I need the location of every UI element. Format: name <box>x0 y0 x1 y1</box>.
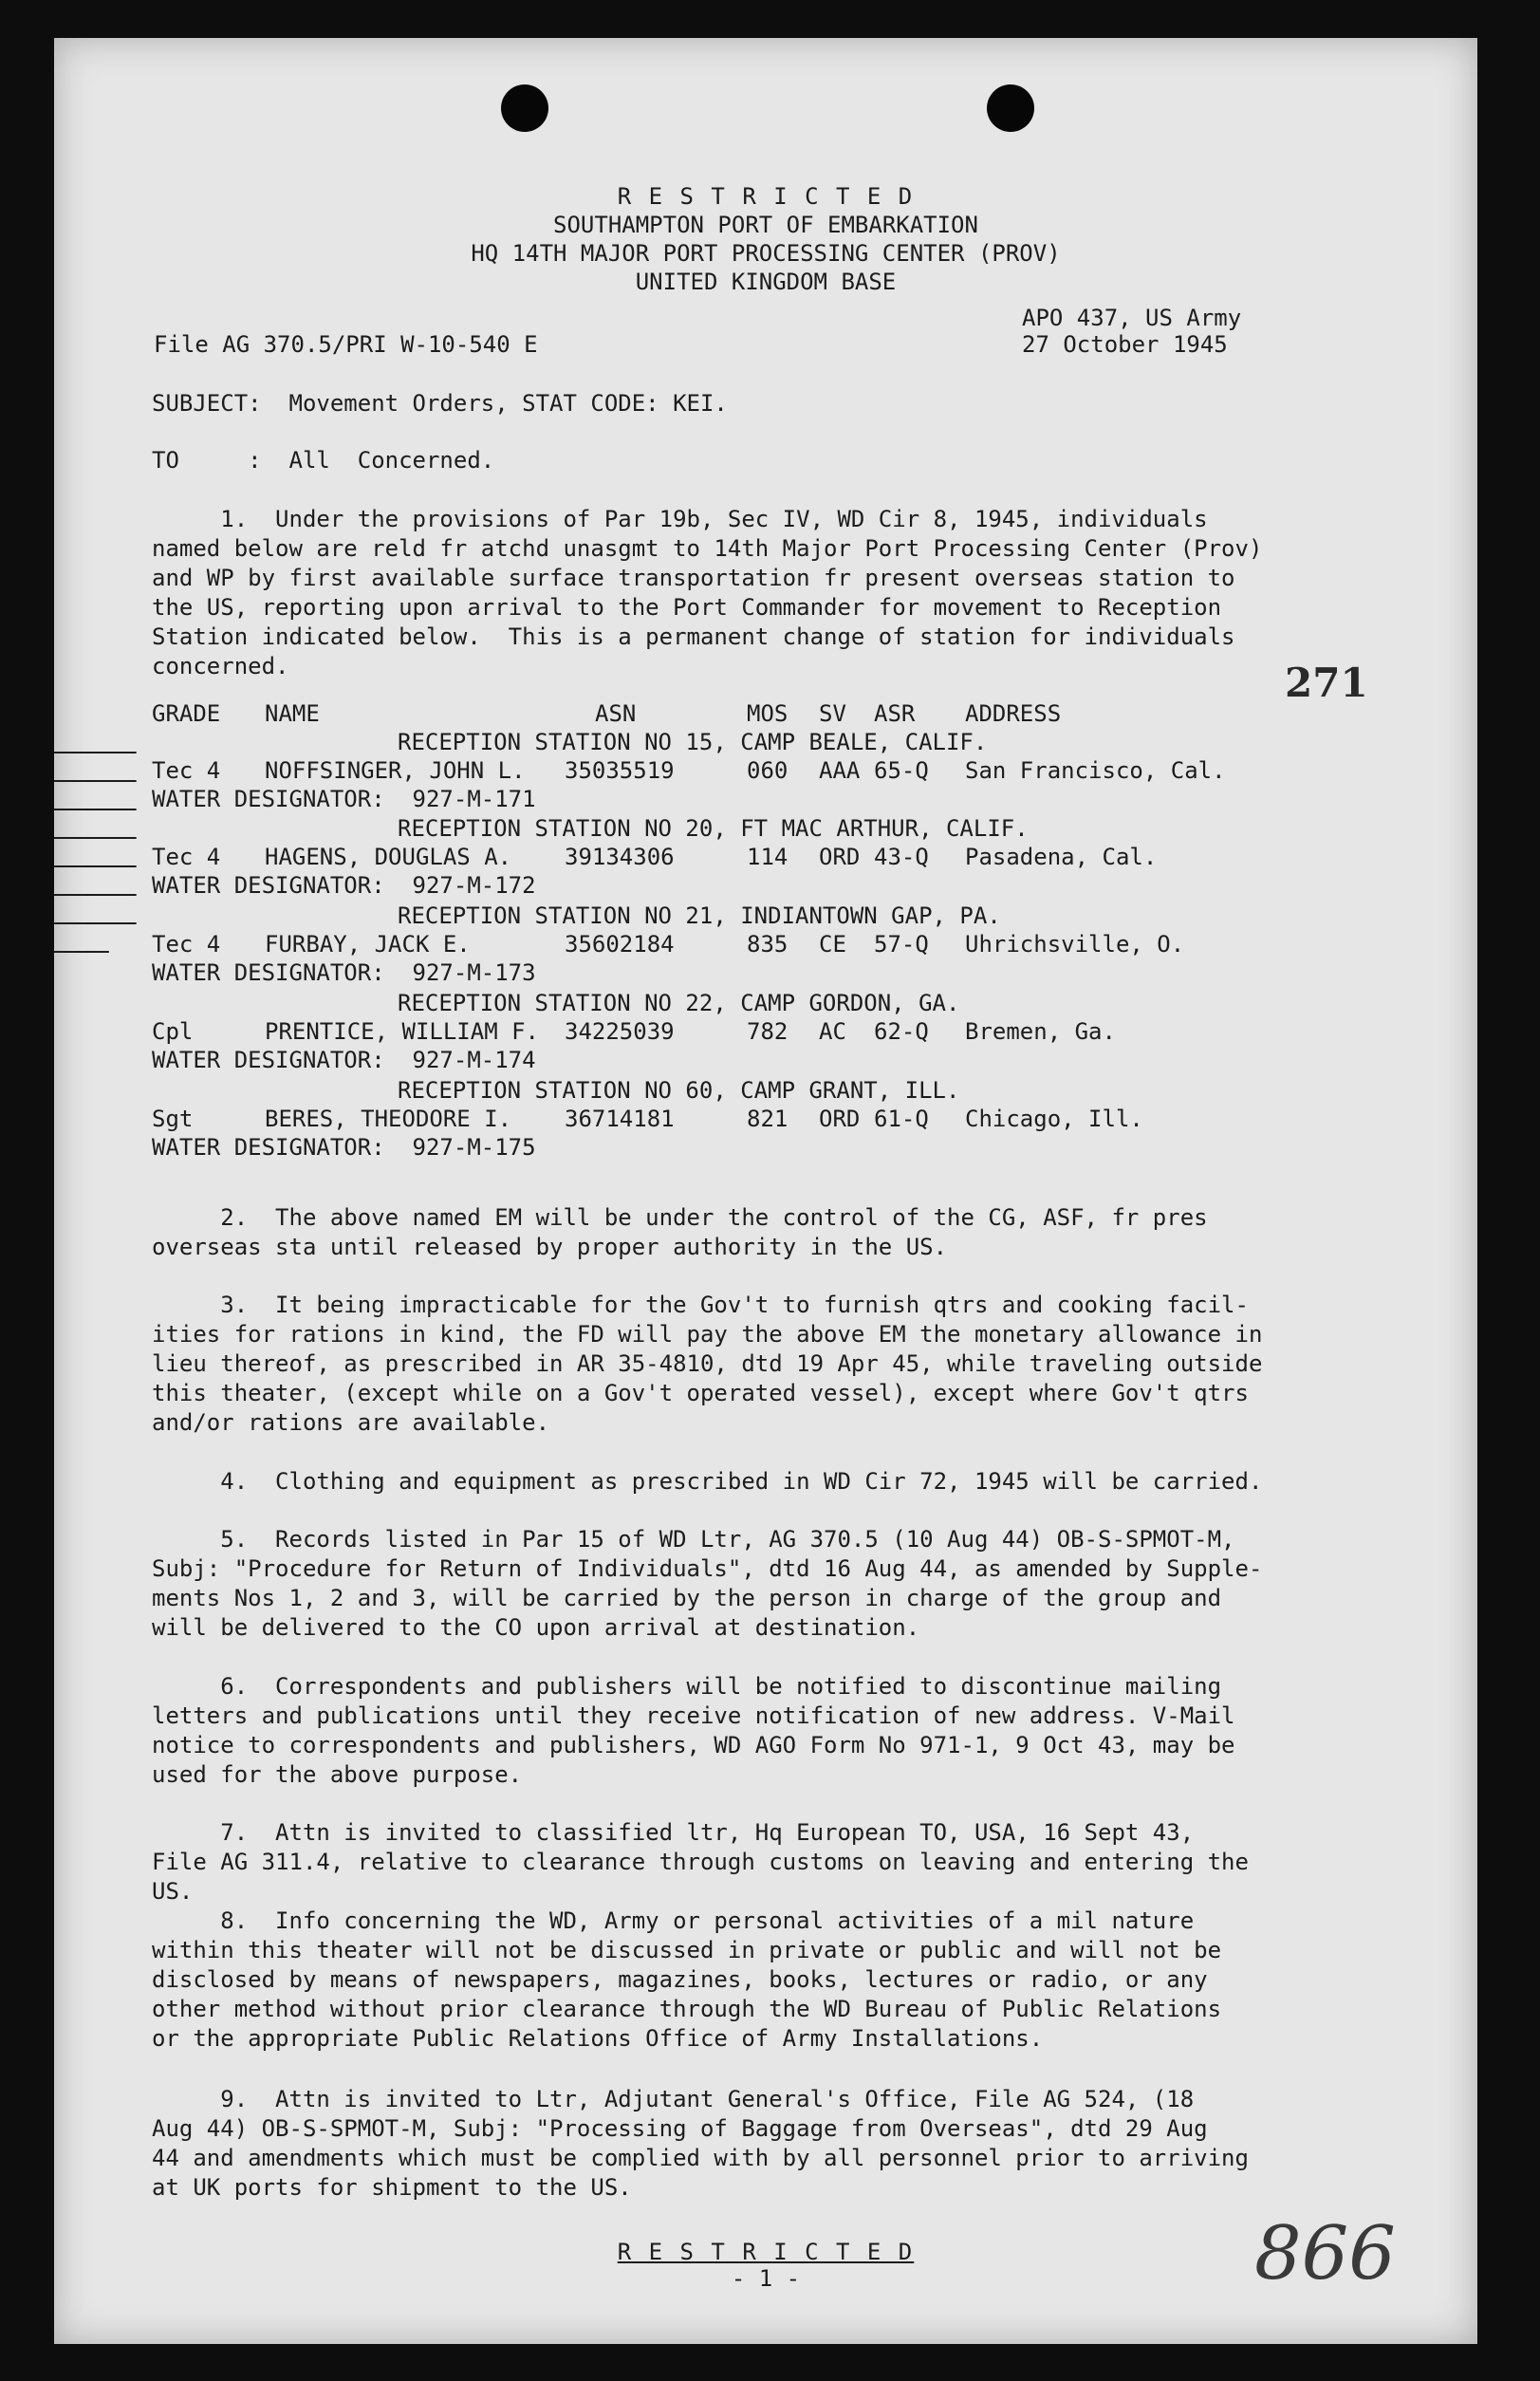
table-row <box>54 843 1477 871</box>
cell-sv: AAA <box>819 757 861 784</box>
cell-address: Uhrichsville, O. <box>965 931 1185 958</box>
cell-grade: Tec 4 <box>152 757 221 784</box>
col-header-name: NAME <box>265 700 320 727</box>
table-header-row <box>54 699 1477 728</box>
col-header-address: ADDRESS <box>965 700 1062 727</box>
paragraph-4: 4. Clothing and equipment as prescribed in WD Cir 72, 1945 will be carried. <box>152 1468 1263 1495</box>
punch-hole-left <box>501 84 548 132</box>
paragraph-9: 9. Attn is invited to Ltr, Adjutant General's Office, File AG 524, (18 Aug 44) OB-S-SPMOT-M, Subj: "Processing of Baggage from Overseas", dtd 29 Aug 44 and amendments which must be complied with by all personnel prior to arriving at UK ports for shipment to the US. <box>152 2086 1249 2201</box>
apo-line: APO 437, US Army <box>1022 305 1242 331</box>
cell-name: NOFFSINGER, JOHN L. <box>265 757 526 784</box>
cell-asn: 39134306 <box>565 844 675 870</box>
table-row <box>54 1105 1477 1133</box>
table-row <box>54 756 1477 785</box>
cell-asn: 34225039 <box>565 1018 675 1045</box>
header-line-1: SOUTHAMPTON PORT OF EMBARKATION <box>553 212 978 238</box>
col-header-mos: MOS <box>747 700 789 727</box>
margin-number: 271 <box>1285 660 1368 706</box>
header-line-2: HQ 14TH MAJOR PORT PROCESSING CENTER (PROV) <box>471 240 1061 267</box>
paragraph-2: 2. The above named EM will be under the control of the CG, ASF, fr pres overseas sta until released by proper authority in the US. <box>152 1204 1208 1260</box>
cell-mos: 835 <box>747 931 789 958</box>
paragraph-5: 5. Records listed in Par 15 of WD Ltr, AG 370.5 (10 Aug 44) OB-S-SPMOT-M, Subj: "Procedure for Return of Individuals", dtd 16 Aug 44, as amended by Supple- ments Nos 1, 2 and 3, will be carried by the person in charge of the group and will be delivered to the CO upon arrival at destination. <box>152 1526 1263 1641</box>
header-line-3: UNITED KINGDOM BASE <box>635 269 897 295</box>
col-header-sv: SV <box>819 700 846 727</box>
cell-sv: AC <box>819 1018 846 1045</box>
date-line: 27 October 1945 <box>1022 331 1228 358</box>
paragraph-1: 1. Under the provisions of Par 19b, Sec IV, WD Cir 8, 1945, individuals named below are reld fr atchd unasgmt to 14th Major Port Processing Center (Prov) and WP by first available surface transportation fr present overseas station to the US, reporting upon arrival to the Port Commander for movement to Reception Station indicated below. This is a permanent change of station for individuals concerned. <box>152 506 1263 679</box>
cell-asr: 61-Q <box>874 1106 929 1132</box>
cell-asr: 43-Q <box>874 844 929 870</box>
col-header-asn: ASN <box>595 700 637 727</box>
cell-sv: ORD <box>819 844 861 870</box>
to-line: TO : All Concerned. <box>152 447 495 474</box>
paragraph-6: 6. Correspondents and publishers will be notified to discontinue mailing letters and publications until they receive notification of new address. V-Mail notice to correspondents and publishers, WD AGO Form No 971-1, 9 Oct 43, may be used for the above purpose. <box>152 1673 1235 1788</box>
cell-asn: 35035519 <box>565 757 675 784</box>
col-header-asr: ASR <box>874 700 916 727</box>
cell-asn: 36714181 <box>565 1106 675 1132</box>
cell-grade: Sgt <box>152 1106 194 1132</box>
water-designator: WATER DESIGNATOR: 927-M-172 <box>152 872 536 899</box>
col-header-grade: GRADE <box>152 700 221 727</box>
cell-name: FURBAY, JACK E. <box>265 931 471 958</box>
file-reference: File AG 370.5/PRI W-10-540 E <box>154 331 538 358</box>
paragraph-7: 7. Attn is invited to classified ltr, Hq European TO, USA, 16 Sept 43, File AG 311.4, relative to clearance through customs on leaving and entering the US. <box>152 1819 1249 1905</box>
reception-station-heading: RECEPTION STATION NO 15, CAMP BEALE, CALIF. <box>398 729 988 755</box>
cell-sv: ORD <box>819 1106 861 1132</box>
reception-station-heading: RECEPTION STATION NO 22, CAMP GORDON, GA. <box>398 990 960 1016</box>
document-page <box>54 38 1477 2344</box>
cell-mos: 060 <box>747 757 789 784</box>
reception-station-heading: RECEPTION STATION NO 20, FT MAC ARTHUR, CALIF. <box>398 815 1029 842</box>
cell-grade: Tec 4 <box>152 931 221 958</box>
water-designator: WATER DESIGNATOR: 927-M-175 <box>152 1134 536 1161</box>
cell-asr: 65-Q <box>874 757 929 784</box>
cell-name: BERES, THEODORE I. <box>265 1106 512 1132</box>
cell-address: Pasadena, Cal. <box>965 844 1158 870</box>
cell-asr: 57-Q <box>874 931 929 958</box>
water-designator: WATER DESIGNATOR: 927-M-171 <box>152 786 536 812</box>
cell-grade: Cpl <box>152 1018 194 1045</box>
table-row <box>54 930 1477 958</box>
cell-address: Bremen, Ga. <box>965 1018 1116 1045</box>
cell-mos: 782 <box>747 1018 789 1045</box>
water-designator: WATER DESIGNATOR: 927-M-174 <box>152 1047 536 1073</box>
subject-line: SUBJECT: Movement Orders, STAT CODE: KEI. <box>152 390 728 417</box>
cell-grade: Tec 4 <box>152 844 221 870</box>
page-number: - 1 - <box>731 2265 801 2292</box>
table-row <box>54 1017 1477 1046</box>
cell-address: Chicago, Ill. <box>965 1106 1143 1132</box>
cell-mos: 114 <box>747 844 789 870</box>
water-designator: WATER DESIGNATOR: 927-M-173 <box>152 959 536 986</box>
cell-address: San Francisco, Cal. <box>965 757 1226 784</box>
cell-name: PRENTICE, WILLIAM F. <box>265 1018 539 1045</box>
handwritten-note: 866 <box>1254 2211 1396 2297</box>
paragraph-8: 8. Info concerning the WD, Army or personal activities of a mil nature within this theater will not be discussed in private or public and will not be disclosed by means of newspapers, magazines, books, lectures or radio, or any other method without prior clearance through the WD Bureau of Public Relations or the appropriate Public Relations Office of Army Installations. <box>152 1907 1222 2052</box>
punch-hole-right <box>987 84 1034 132</box>
classification-bottom: R E S T R I C T E D <box>617 2239 915 2265</box>
reception-station-heading: RECEPTION STATION NO 21, INDIANTOWN GAP, PA. <box>398 902 1001 929</box>
classification-top: R E S T R I C T E D <box>617 183 915 210</box>
paragraph-3: 3. It being impracticable for the Gov't to furnish qtrs and cooking facil- ities for rations in kind, the FD will pay the above EM the monetary allowance in lieu thereof, as prescribed in AR 35-4810, dtd 19 Apr 45, while traveling outside this theater, (except while on a Gov't operated vessel), except where Gov't qtrs and/or rations are available. <box>152 1292 1263 1436</box>
cell-name: HAGENS, DOUGLAS A. <box>265 844 512 870</box>
cell-asr: 62-Q <box>874 1018 929 1045</box>
cell-asn: 35602184 <box>565 931 675 958</box>
cell-sv: CE <box>819 931 846 958</box>
reception-station-heading: RECEPTION STATION NO 60, CAMP GRANT, ILL. <box>398 1077 960 1104</box>
cell-mos: 821 <box>747 1106 789 1132</box>
